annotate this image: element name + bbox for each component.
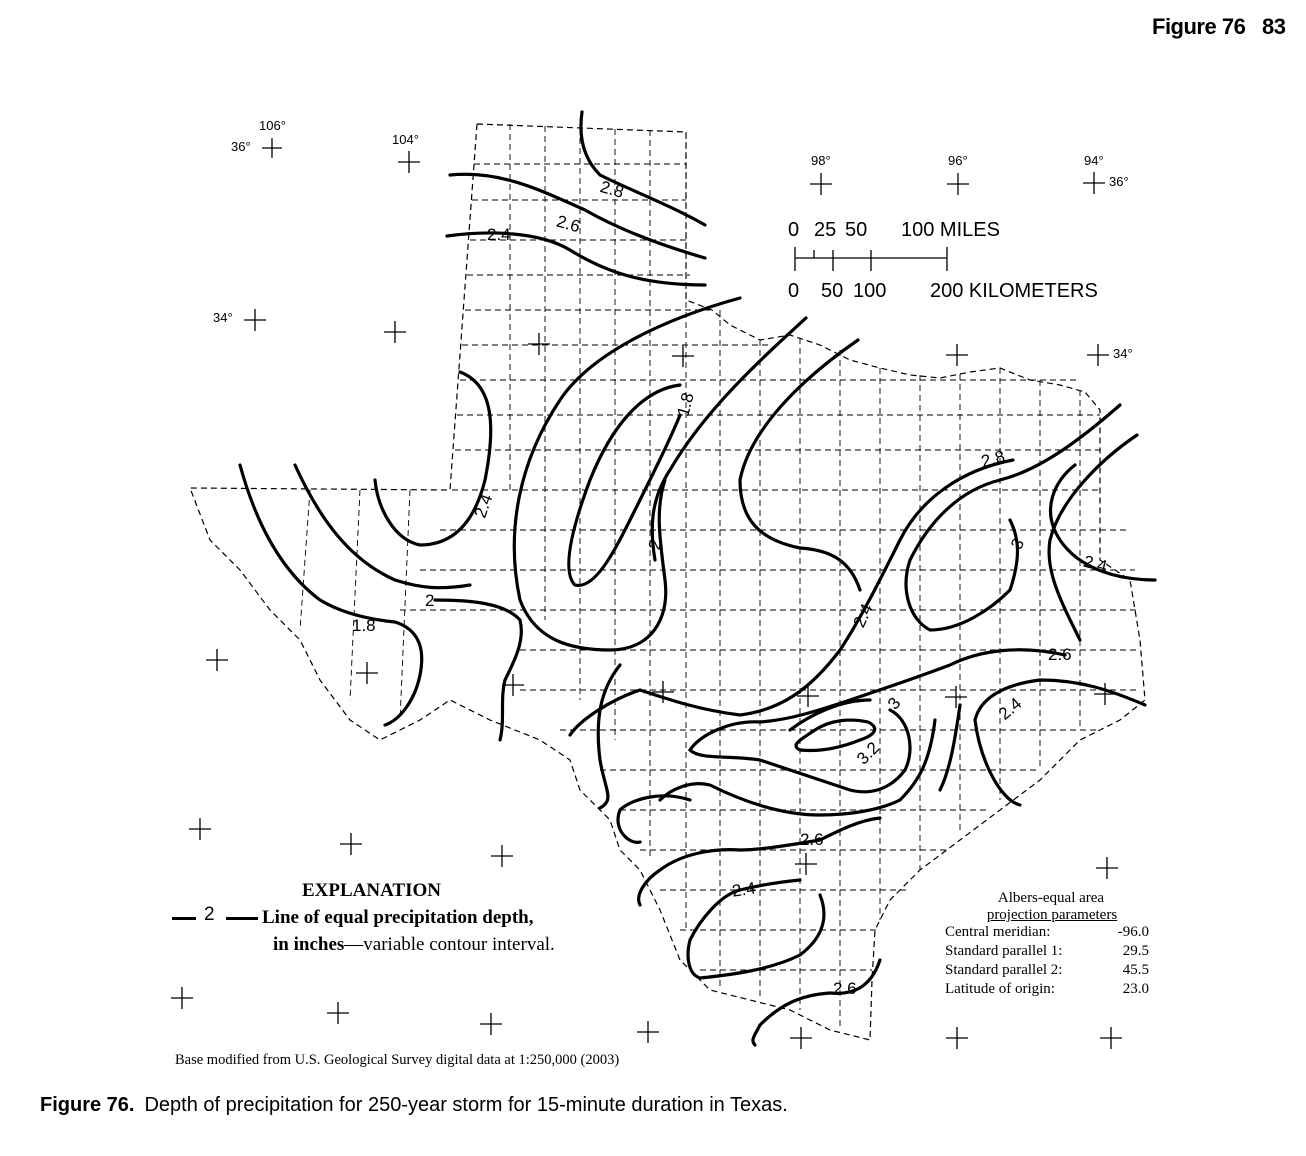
- projection-key: Central meridian:: [945, 924, 1051, 940]
- lon-104-label: 104°: [392, 132, 419, 147]
- contour-label-2.4-central: 2.4: [849, 600, 877, 631]
- contour-label-1.8-west: 1.8: [352, 616, 376, 635]
- contour-label-3-east: 3: [1007, 534, 1029, 553]
- projection-value: 29.5: [1122, 943, 1149, 959]
- projection-row: [945, 981, 1149, 1000]
- scale-km-200: 200 KILOMETERS: [930, 280, 1098, 302]
- projection-subtitle: projection parameters: [986, 907, 1118, 923]
- contour-label-2.8-east: 2.8: [979, 446, 1007, 472]
- lat-34-left-label: 34°: [213, 310, 233, 325]
- lat-36-right-label: 36°: [1109, 174, 1129, 189]
- contour-label-3.2-south: 3.2: [852, 738, 884, 769]
- legend-symbol-value: 2: [204, 904, 215, 925]
- projection-parameters: [945, 890, 1149, 1000]
- page-number: 83: [1262, 14, 1286, 39]
- scale-km-0: 0: [788, 280, 800, 302]
- contour-label-2.6-top: 2.6: [554, 211, 583, 237]
- figure-header-label: Figure 76: [1152, 14, 1246, 39]
- legend-row: [170, 904, 534, 931]
- projection-row: [945, 962, 1149, 981]
- projection-value: 45.5: [1122, 962, 1149, 978]
- projection-value: 23.0: [1122, 981, 1149, 997]
- lat-36-left-label: 36°: [231, 139, 251, 154]
- projection-row: [945, 924, 1149, 943]
- contour-label-2.4-west: 2.4: [470, 491, 497, 521]
- lat-34-right-label: 34°: [1113, 346, 1133, 361]
- base-map-note: Base modified from U.S. Geological Survey digital data at 1:250,000 (2003): [175, 1052, 620, 1068]
- contour-label-2.6-south: 2.6: [800, 830, 824, 849]
- contour-label-2.6-bottom: 2.6: [833, 979, 857, 998]
- contour-label-2.6-east: 2.6: [1048, 645, 1072, 664]
- lon-96-label: 96°: [948, 153, 968, 168]
- caption-text: Depth of precipitation for 250-year storm for 15-minute duration in Texas.: [144, 1094, 788, 1116]
- projection-key: Standard parallel 2:: [945, 962, 1063, 978]
- scale-km-50: 50: [821, 280, 844, 302]
- figure-caption: [40, 1094, 788, 1117]
- projection-key: Standard parallel 1:: [945, 943, 1063, 959]
- scale-miles-25: 25: [814, 219, 837, 241]
- contour-label-2.4-south: 2.4: [730, 878, 757, 901]
- scale-km-100: 100: [853, 280, 887, 302]
- lon-94-label: 94°: [1084, 153, 1104, 168]
- contour-label-2-west: 2: [425, 591, 435, 610]
- legend-term: Line of equal precipitation depth,: [262, 907, 534, 928]
- contour-label-2.4-top: 2.4: [487, 225, 511, 244]
- projection-value: -96.0: [1117, 924, 1149, 940]
- contour-label-2-center: 2: [644, 537, 666, 552]
- projection-row: [945, 943, 1149, 962]
- explanation-title: EXPLANATION: [302, 880, 441, 901]
- scale-miles-0: 0: [788, 219, 800, 241]
- contour-label-1.8-center: 1.8: [673, 390, 698, 419]
- contour-label-2.4-east: 2.4: [1081, 551, 1110, 577]
- contour-label-2.4-southeast: 2.4: [994, 693, 1026, 724]
- scale-miles-50: 50: [845, 219, 868, 241]
- caption-label: Figure 76.: [40, 1094, 135, 1116]
- lon-106-label: 106°: [259, 118, 286, 133]
- contour-label-3-south: 3: [883, 693, 905, 714]
- projection-key: Latitude of origin:: [945, 981, 1055, 997]
- scale-miles-100: 100 MILES: [901, 219, 1000, 241]
- legend-term-units: in inches: [273, 934, 345, 955]
- legend-term-note: —variable contour interval.: [344, 934, 555, 955]
- legend-term-line2: [273, 934, 555, 956]
- contour-label-2.8-top: 2.8: [597, 177, 626, 202]
- lon-98-label: 98°: [811, 153, 831, 168]
- scale-bar: [795, 247, 947, 271]
- projection-title: Albers-equal area: [997, 890, 1105, 906]
